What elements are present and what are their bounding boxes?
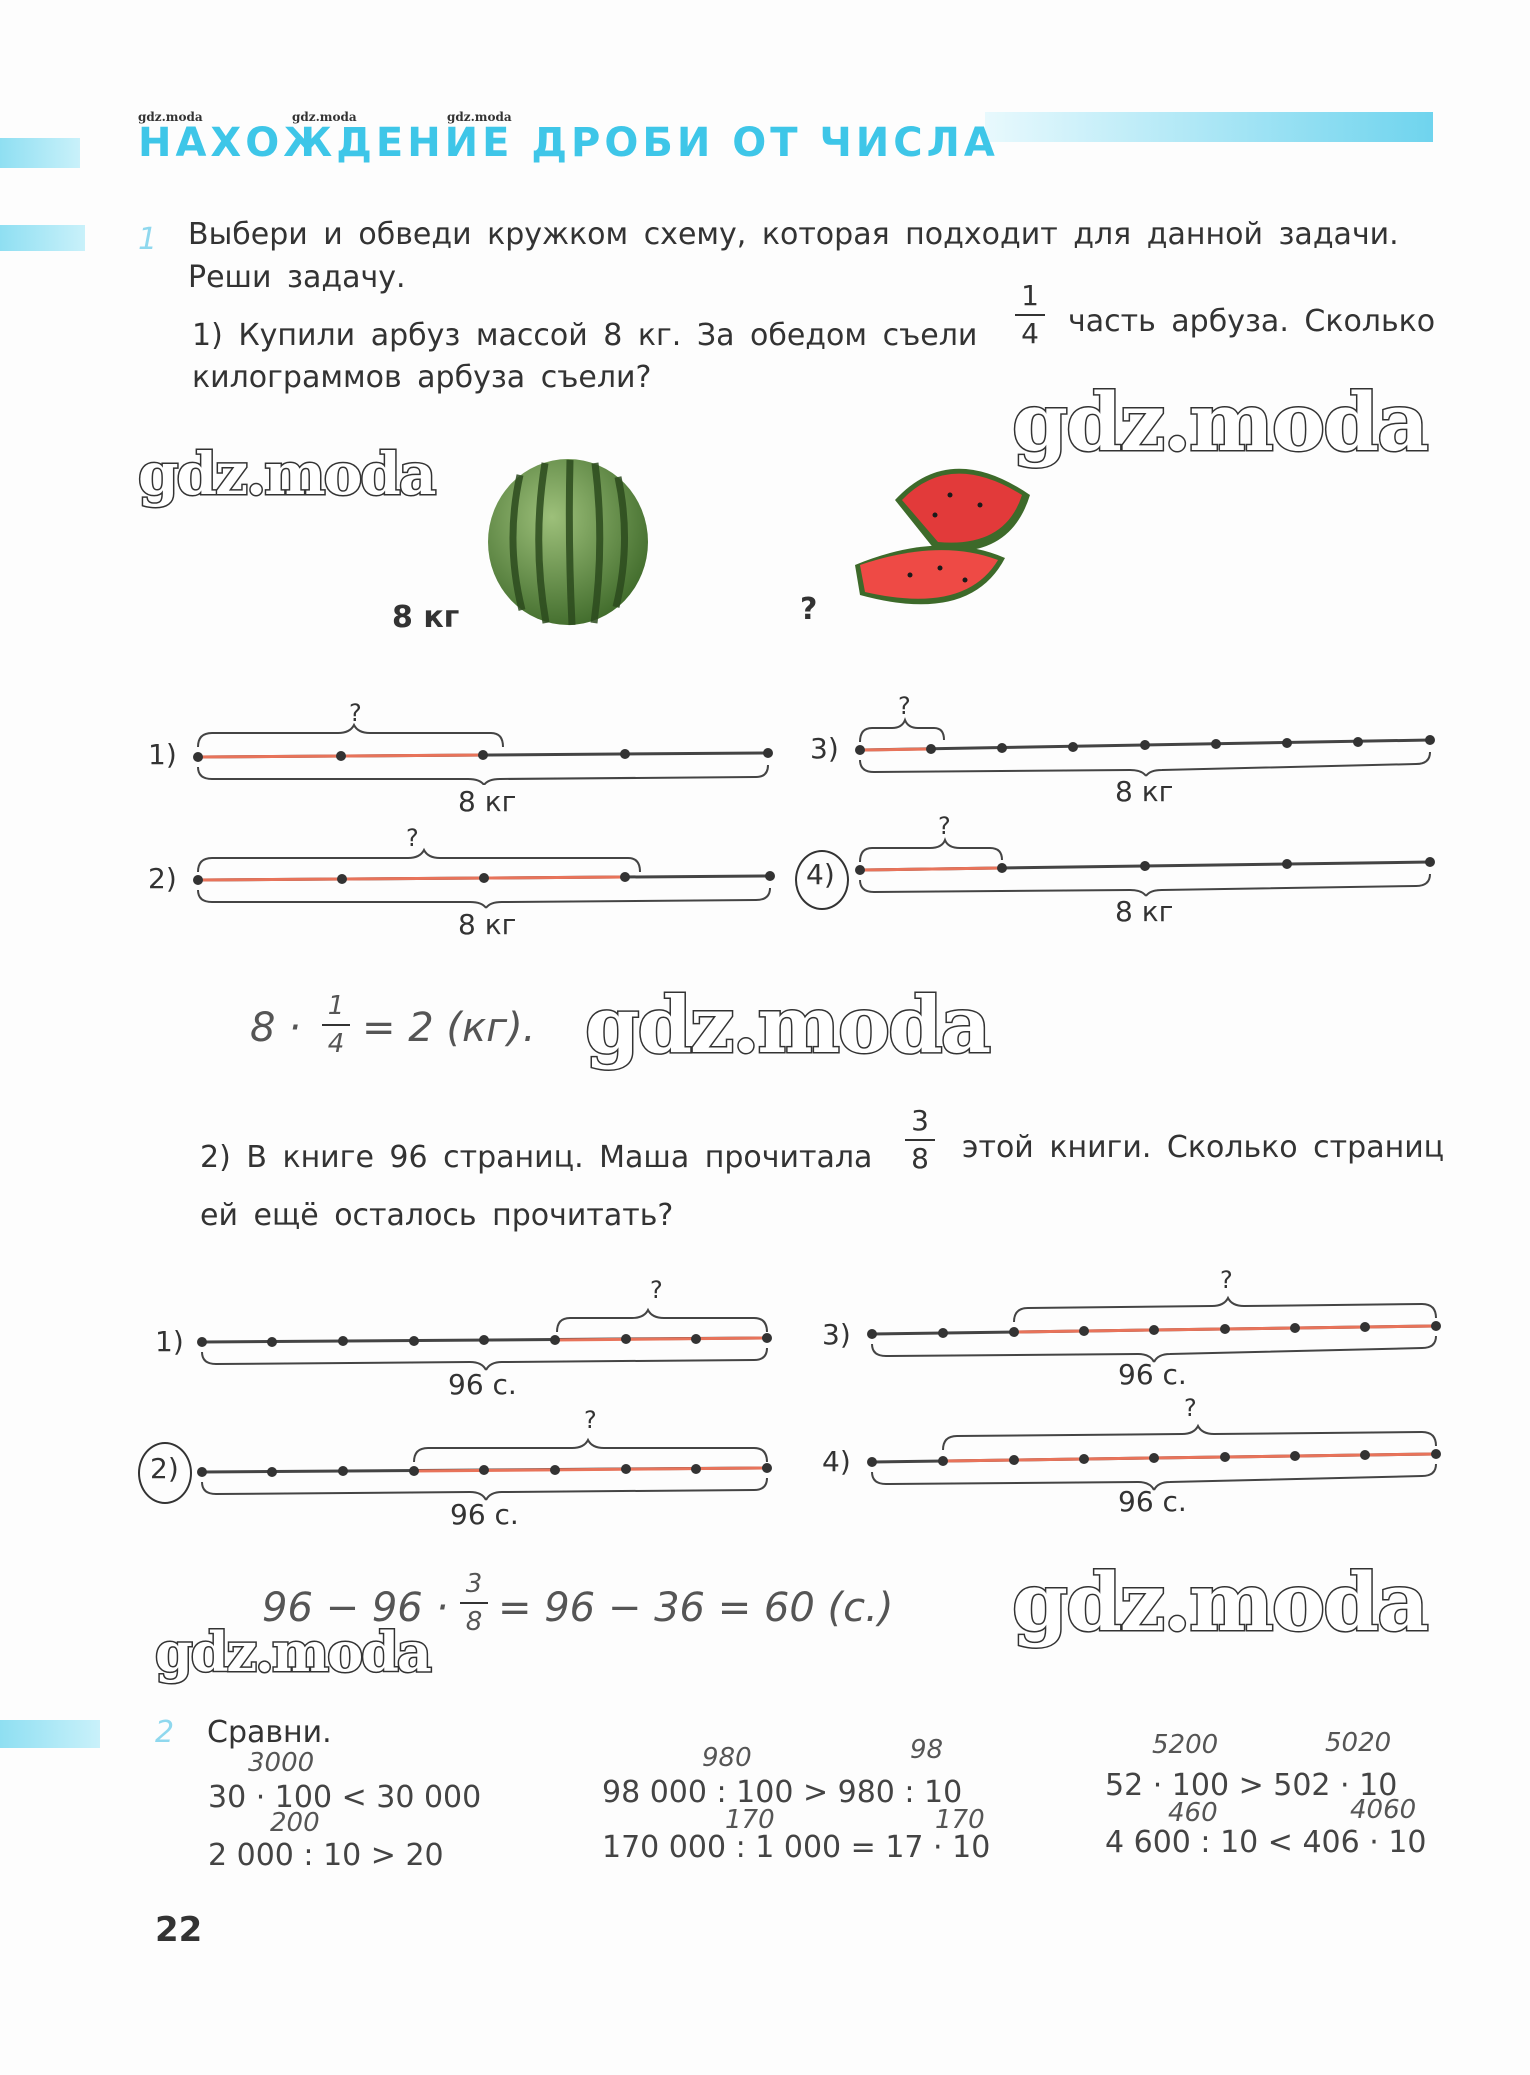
p2-scheme-1-question: ? [650,1276,663,1304]
p2-scheme-1-total: 96 с. [448,1368,517,1401]
p2-scheme-2-question: ? [584,1406,597,1434]
header-accent-bar-right [985,112,1433,142]
scheme-1-total: 8 кг [458,785,517,818]
scheme-3-diagram [850,690,1450,780]
solution2-fraction-num: 3 [465,1569,483,1599]
small-watermark: gdz.moda [292,110,357,124]
scheme-1-question: ? [349,699,362,727]
watermelon-slices-image [840,450,1040,625]
scheme-2-question: ? [406,824,419,852]
hand-note: 170 [725,1805,775,1835]
p2-scheme-1-label: 1) [155,1325,184,1358]
hand-note: 200 [270,1808,320,1838]
problem2-fraction [905,1105,935,1175]
compare-row: 4 600 : 10 < 406 · 10 [1105,1825,1427,1860]
scheme-4-total: 8 кг [1115,895,1174,928]
task-number: 1 [138,222,158,257]
p2-scheme-3-total: 96 с. [1118,1358,1187,1391]
problem2-line1-end: этой книги. Сколько страниц [962,1130,1445,1165]
compare-row: 170 000 : 1 000 = 17 · 10 [602,1830,991,1865]
scheme-3-total: 8 кг [1115,775,1174,808]
p2-scheme-4-question: ? [1184,1394,1197,1422]
p2-scheme-2-label: 2) [150,1452,179,1485]
solution1-fraction-num: 1 [327,991,345,1021]
hand-note: 5200 [1152,1730,1219,1760]
problem1-line1-end: часть арбуза. Сколько [1068,304,1436,339]
page-title: НАХОЖДЕНИЕ ДРОБИ ОТ ЧИСЛА [138,120,999,166]
problem1-fraction [1015,280,1045,350]
fraction-numerator: 3 [911,1104,929,1137]
scheme-1-label: 1) [148,738,177,771]
problem2-line1-start: 2) В книге 96 страниц. Маша прочитала [200,1140,873,1175]
task-marker-bar [0,225,85,251]
hand-note: 98 [910,1735,944,1765]
scheme-1-diagram [188,695,788,785]
small-watermark: gdz.moda [447,110,512,124]
hand-note: 980 [702,1743,752,1773]
solution1-b: = 2 (кг). [362,1005,536,1051]
task-intro-line1: Выбери и обведи кружком схему, которая подходит для данной задачи. [188,217,1399,252]
solution2-a: 96 − 96 · [262,1585,449,1631]
header-accent-bar-left [0,138,80,168]
p2-scheme-2-diagram [192,1400,792,1510]
solution2-fraction-den: 8 [465,1607,483,1637]
hand-note: 460 [1168,1798,1218,1828]
solution2-b: = 96 − 36 = 60 (с.) [498,1585,894,1631]
scheme-3-label: 3) [810,732,839,765]
compare-row: 98 000 : 100 > 980 : 10 [602,1775,963,1810]
scheme-4-question: ? [938,812,951,840]
scheme-4-label: 4) [806,858,835,891]
task-intro-line2: Реши задачу. [188,260,406,295]
watermark: gdz.moda [585,980,990,1071]
p2-scheme-4-total: 96 с. [1118,1485,1187,1518]
whole-mass-label: 8 кг [392,600,460,635]
hand-note: 3000 [248,1748,315,1778]
p2-scheme-2-total: 96 с. [450,1498,519,1531]
watermark: gdz.moda [1012,1555,1427,1649]
task2-instruction: Сравни. [207,1715,332,1750]
scheme-4-diagram [850,810,1450,900]
fraction-denominator: 4 [1021,317,1039,350]
solution1-fraction-den: 4 [327,1029,345,1059]
task2-number: 2 [155,1715,175,1750]
page-number: 22 [155,1910,203,1950]
problem1-line1-start: 1) Купили арбуз массой 8 кг. За обедом съели [192,318,978,353]
part-mass-question: ? [800,592,818,627]
compare-row: 2 000 : 10 > 20 [208,1838,444,1873]
scheme-2-diagram [188,820,788,910]
hand-note: 5020 [1325,1728,1392,1758]
p2-scheme-3-question: ? [1220,1266,1233,1294]
whole-watermelon-image [480,455,660,630]
problem1-line2: килограммов арбуза съели? [192,360,652,395]
fraction-numerator: 1 [1021,279,1039,312]
scheme-2-label: 2) [148,862,177,895]
solution1-fraction [322,990,350,1060]
small-watermark: gdz.moda [138,110,203,124]
scheme-3-question: ? [898,692,911,720]
p2-scheme-4-diagram [862,1390,1452,1500]
scheme-2-total: 8 кг [458,908,517,941]
watermark: gdz.moda [155,1620,430,1684]
problem2-line2: ей ещё осталось прочитать? [200,1198,674,1233]
p2-scheme-3-diagram [862,1262,1452,1372]
solution1-a: 8 · [250,1005,301,1051]
p2-scheme-4-label: 4) [822,1445,851,1478]
p2-scheme-1-diagram [192,1270,792,1380]
fraction-denominator: 8 [911,1142,929,1175]
solution2-fraction [460,1568,488,1638]
task-marker-bar [0,1720,100,1748]
compare-row: 30 · 100 < 30 000 [208,1780,482,1815]
compare-row: 52 · 100 > 502 · 10 [1105,1768,1398,1803]
hand-note: 4060 [1350,1795,1417,1825]
watermark: gdz.moda [138,440,435,508]
p2-scheme-3-label: 3) [822,1318,851,1351]
watermark: gdz.moda [1012,375,1427,469]
hand-note: 170 [935,1805,985,1835]
